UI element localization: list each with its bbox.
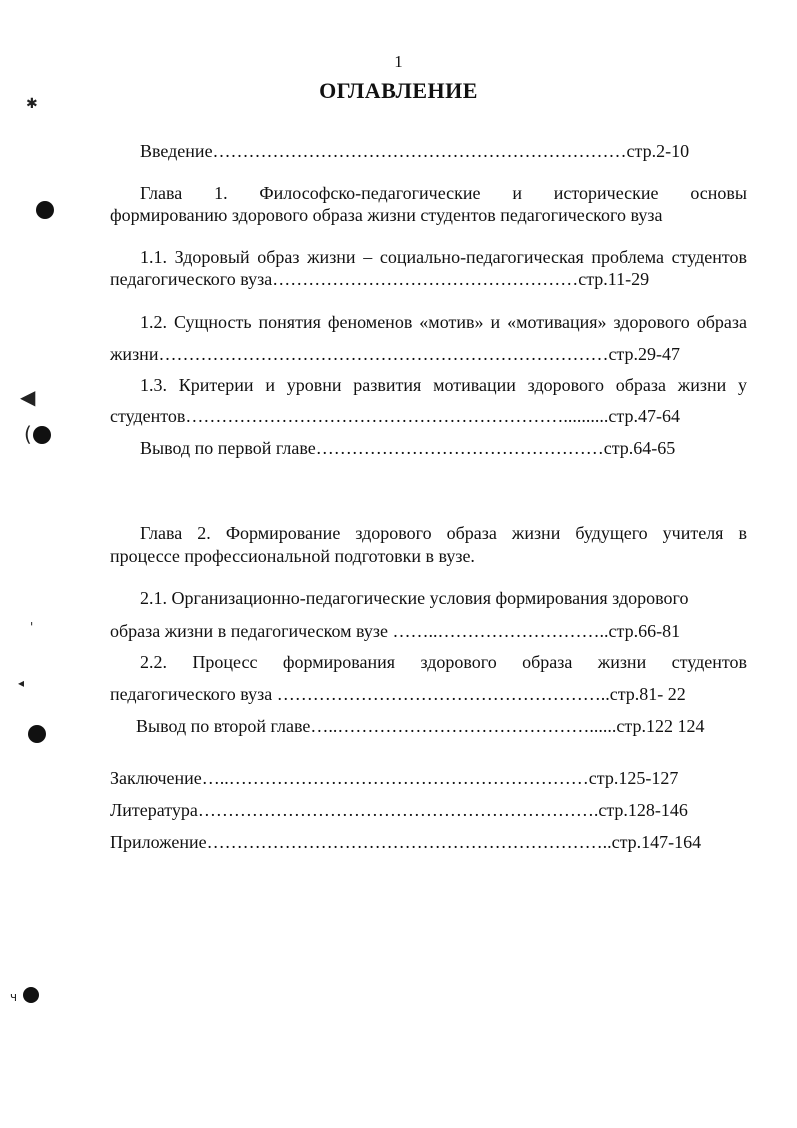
- toc-ch2-1-line1: 2.1. Организационно-педагогические условия формирования здорового: [140, 588, 689, 608]
- binder-hole-mark: [28, 725, 46, 743]
- toc-chapter1-line2: формированию здорового образа жизни студентов педагогического вуза: [110, 205, 663, 225]
- toc-literature: Литература………………………………………………………….стр.128-146: [110, 800, 688, 820]
- scan-speck: ◀: [20, 385, 36, 409]
- scan-speck: ч: [10, 990, 18, 1004]
- toc-ch1-summary: Вывод по первой главе…………………………………………стр.64-65: [140, 438, 676, 458]
- toc-ch1-1-line1: 1.1. Здоровый образ жизни – социально-педагогическая проблема студентов: [140, 247, 747, 267]
- toc-chapter2-line2: процессе профессиональной подготовки в вузе.: [110, 546, 475, 566]
- toc-appendix: Приложение…………………………………………………………..стр.147-164: [110, 832, 702, 852]
- binder-hole-mark: [36, 201, 54, 219]
- scan-speck: ✱: [26, 96, 38, 112]
- toc-ch2-1-line2: образа жизни в педагогическом вузе ……..………………………..стр.66-81: [110, 621, 681, 641]
- binder-hole-mark: [33, 426, 51, 444]
- toc-ch1-2-line1: 1.2. Сущность понятия феноменов «мотив» и «мотивация» здорового образа: [140, 312, 747, 332]
- toc-ch1-1-line2: педагогического вуза……………………………………………стр.11-29: [110, 269, 650, 289]
- toc-ch1-2-line2: жизни…………………………………………………………………стр.29-47: [110, 344, 681, 364]
- toc-chapter2-line1: Глава 2. Формирование здорового образа жизни будущего учителя в: [140, 523, 747, 543]
- binder-hole-mark: [23, 987, 39, 1003]
- scan-speck: ': [30, 620, 34, 634]
- page-title: ОГЛАВЛЕНИЕ: [319, 78, 478, 103]
- scan-speck: (: [24, 422, 32, 446]
- toc-intro: Введение……………………………………………………………стр.2-10: [140, 141, 690, 161]
- toc-ch2-summary: Вывод по второй главе…..……………………………………......стр.122 124: [136, 716, 705, 736]
- toc-ch1-3-line1: 1.3. Критерии и уровни развития мотивации здорового образа жизни у: [140, 375, 747, 395]
- page-number: 1: [394, 52, 403, 71]
- toc-conclusion: Заключение…..……………………………………………………стр.125-127: [110, 768, 679, 788]
- toc-ch2-2-line2: педагогического вуза ………………………………………………..стр.81- 22: [110, 684, 686, 704]
- toc-ch2-2-line1: 2.2. Процесс формирования здорового образа жизни студентов: [140, 652, 747, 672]
- toc-ch1-3-line2: студентов………………………………………………………..........стр.47-64: [110, 406, 680, 426]
- scan-speck: ◂: [18, 676, 25, 690]
- toc-chapter1-line1: Глава 1. Философско-педагогические и исторические основы: [140, 183, 747, 203]
